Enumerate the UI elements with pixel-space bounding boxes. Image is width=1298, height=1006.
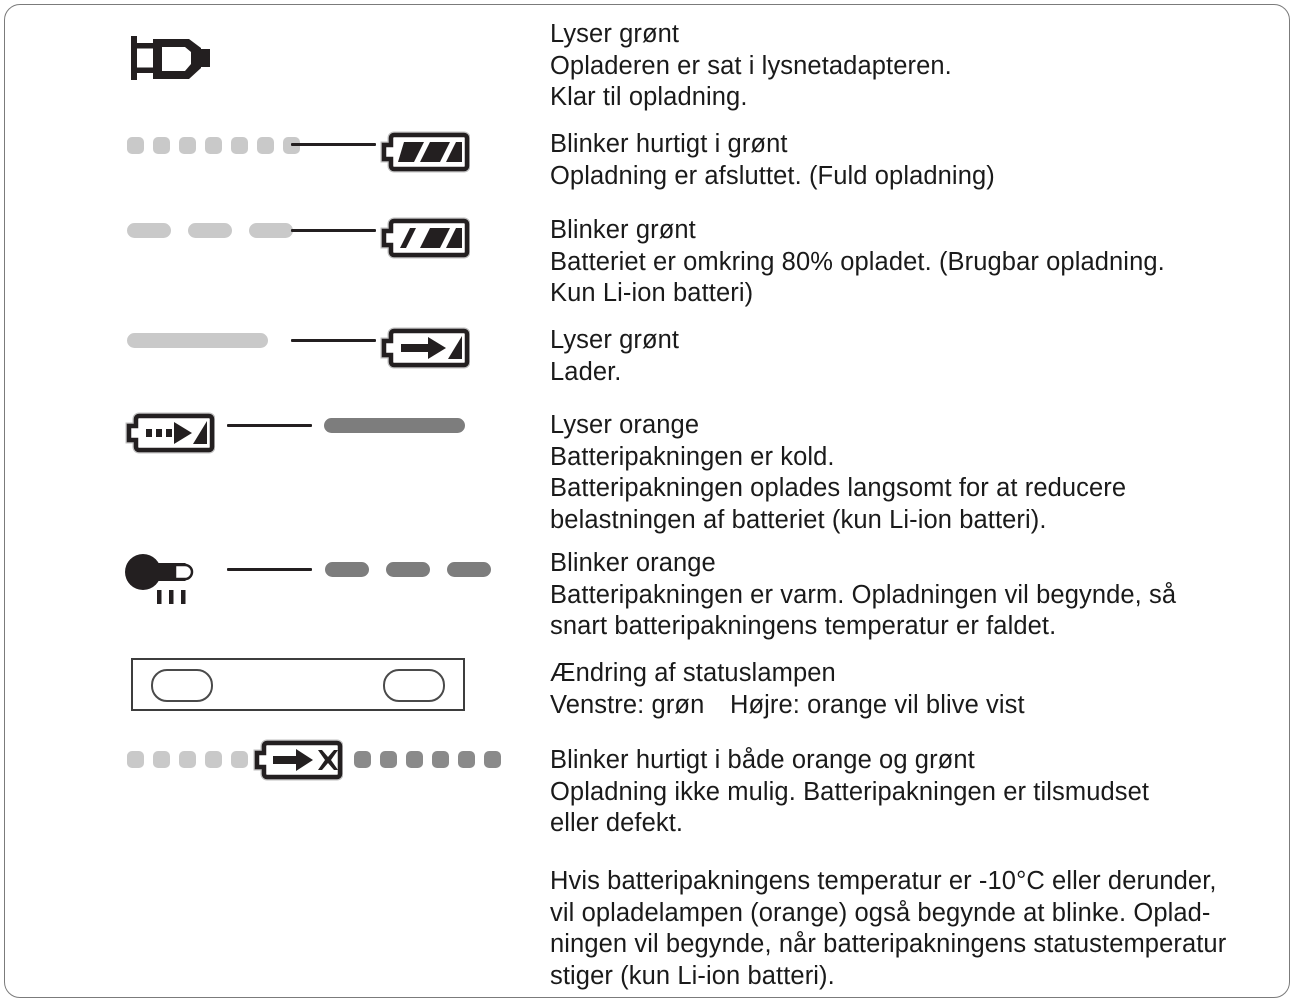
table-row: [5, 325, 1289, 397]
lamp-dot: [153, 137, 170, 154]
lamp-dot: [127, 137, 144, 154]
thermometer-icon: [123, 548, 213, 608]
lamp-dash: [188, 223, 232, 238]
row-line: Ændring af statuslampen: [550, 659, 836, 687]
lamp-dash: [127, 223, 171, 238]
connector-line: [291, 143, 376, 146]
row-line: Lader.: [550, 357, 622, 386]
lamp-dashes-group: [325, 562, 491, 577]
lamp-dash: [386, 562, 430, 577]
lamp-dot: [458, 751, 475, 768]
table-row: [5, 410, 1289, 550]
table-row: [5, 745, 1289, 855]
lamp-solid-bar: [324, 418, 465, 433]
lamp-dot: [432, 751, 449, 768]
lamp-dot: [484, 751, 501, 768]
row-icon-cold: [5, 410, 550, 550]
lamp-dot: [257, 137, 274, 154]
row-text-error: [550, 745, 1290, 840]
lamp-dot: [205, 137, 222, 154]
row-line: Lyser orange: [550, 411, 700, 439]
row-line: Opladning ikke mulig. Batteripakningen er tilsmudset: [550, 777, 1150, 806]
row-line: Batteriet er omkring 80% opladet. (Brugbar opladning.: [550, 247, 1165, 276]
note-line: Hvis batteripakningens temperatur er -10°C eller derunder,: [550, 867, 1217, 895]
row-icon-warm: [5, 548, 550, 658]
lamp-right-orange: [383, 669, 445, 702]
row-line: belastningen af batteriet (kun Li-ion batteri).: [550, 505, 1047, 534]
row-icon-charging: [5, 325, 550, 397]
lamp-dot: [179, 751, 196, 768]
row-line: Blinker hurtigt i grønt: [550, 130, 788, 158]
row-line: Venstre: grøn Højre: orange vil blive vist: [550, 690, 1025, 719]
row-text-note: [550, 866, 1290, 992]
connector-line: [227, 568, 312, 571]
table-row: [5, 658, 1289, 748]
row-line: eller defekt.: [550, 809, 684, 837]
row-icon-none: [5, 866, 550, 996]
lamp-dot: [127, 751, 144, 768]
row-text-warm: [550, 548, 1290, 643]
table-row: [5, 548, 1289, 658]
lamp-dash: [325, 562, 369, 577]
battery-charging-icon: [380, 325, 470, 371]
row-icon-plug: [5, 19, 550, 119]
row-line: Blinker hurtigt i både orange og grønt: [550, 746, 975, 774]
lamp-dot: [179, 137, 196, 154]
row-text-lamp-positions: [550, 658, 1290, 721]
lamp-dashes-group: [127, 223, 293, 238]
row-line: Batteripakningen er varm. Opladningen vil begynde, så: [550, 580, 1177, 609]
row-icon-error: [5, 745, 550, 855]
row-text-charging: [550, 325, 1290, 388]
note-line: vil opladelampen (orange) også begynde at blinke. Oplad-: [550, 898, 1211, 927]
row-line: Opladning er afsluttet. (Fuld opladning): [550, 161, 995, 190]
power-plug-icon: [129, 34, 219, 84]
lamp-dots-group: [127, 137, 309, 154]
lamp-dot: [231, 751, 248, 768]
battery-slow-charge-icon: [125, 410, 215, 456]
table-row: [5, 19, 1289, 119]
connector-line: [291, 229, 376, 232]
lamp-dot: [153, 751, 170, 768]
row-line: Blinker orange: [550, 549, 716, 577]
note-line: stiger (kun Li-ion batteri).: [550, 961, 835, 990]
status-lamp-housing-icon: [131, 658, 465, 711]
lamp-dash: [249, 223, 293, 238]
lamp-dash: [447, 562, 491, 577]
connector-line: [291, 339, 376, 342]
row-line: Klar til opladning.: [550, 83, 748, 111]
row-line: Batteripakningen oplades langsomt for at reducere: [550, 474, 1127, 502]
battery-80-percent-icon: [380, 215, 470, 261]
row-text-plug: [550, 19, 1290, 114]
lamp-left-green: [151, 669, 213, 702]
row-text-cold: [550, 410, 1290, 536]
row-icon-full-charge: [5, 129, 550, 199]
row-icon-lamp-positions: [5, 658, 550, 748]
row-line: Lyser grønt: [550, 20, 680, 48]
battery-full-icon: [380, 129, 470, 175]
status-lamp-table-frame: [4, 4, 1290, 998]
lamp-dot: [354, 751, 371, 768]
battery-error-icon: [253, 737, 343, 783]
row-line: snart batteripakningens temperatur er faldet.: [550, 612, 1057, 640]
row-line: Opladeren er sat i lysnetadapteren.: [550, 51, 952, 80]
table-row: [5, 129, 1289, 199]
lamp-dot: [406, 751, 423, 768]
note-line: ningen vil begynde, når batteripakningens statustemperatur: [550, 930, 1227, 958]
row-line: Batteripakningen er kold.: [550, 442, 835, 471]
lamp-dot: [380, 751, 397, 768]
row-line: Lyser grønt: [550, 326, 680, 354]
table-row-note: [5, 866, 1289, 996]
row-line: Kun Li-ion batteri): [550, 279, 754, 307]
table-row: [5, 215, 1289, 325]
row-text-80-percent: [550, 215, 1290, 310]
connector-line: [227, 424, 312, 427]
lamp-solid-bar: [127, 333, 268, 348]
lamp-dot: [231, 137, 248, 154]
lamp-dots-right-group: [354, 751, 510, 768]
row-line: Blinker grønt: [550, 216, 696, 244]
row-icon-80-percent: [5, 215, 550, 325]
lamp-dot: [205, 751, 222, 768]
row-text-full-charge: [550, 129, 1290, 192]
